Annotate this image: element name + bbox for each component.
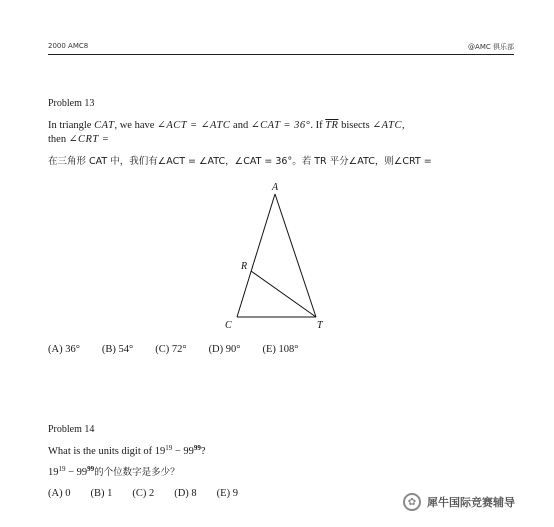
problem-14-chinese: [48, 466, 180, 479]
math-minus: −: [172, 446, 184, 457]
math-eq1: ∠ACT = ∠ATC: [157, 120, 231, 131]
text: , we have: [114, 120, 158, 131]
math-exp2: 99: [193, 444, 201, 452]
triangle-diagram: [220, 180, 340, 335]
math-exp1: 19: [58, 465, 66, 473]
choice-c: (C) 72°: [155, 344, 187, 355]
problem-13-title: Problem 13: [48, 98, 95, 109]
choice-d: (D) 8: [174, 488, 197, 499]
text: . If: [310, 120, 326, 131]
choice-a: (A) 0: [48, 488, 71, 499]
problem-14-choices: [48, 487, 258, 500]
math-tr: $\overline{TR}$: [325, 120, 339, 131]
choice-e: (E) 9: [216, 488, 238, 499]
math-cat: CAT: [94, 120, 115, 131]
choice-c: (C) 2: [132, 488, 155, 499]
text: What is the units digit of: [48, 446, 155, 457]
math-base1: 19: [154, 446, 166, 457]
label-t: T: [317, 320, 323, 331]
text: ?: [200, 446, 206, 457]
choice-a: (A) 36°: [48, 344, 80, 355]
label-c: C: [225, 320, 232, 331]
text: bisects: [338, 120, 373, 131]
choice-b: (B) 1: [90, 488, 113, 499]
problem-13-chinese: 在三角形 CAT 中，我们有∠ACT = ∠ATC，∠CAT = 36°。若 TR 平分∠ATC，则∠CRT =: [48, 156, 432, 167]
chinese-suffix: 的个位数字是多少？: [94, 467, 180, 478]
text: then: [48, 134, 69, 145]
watermark: [403, 490, 515, 514]
choice-e: (E) 108°: [262, 344, 299, 355]
problem-13-choices: [48, 343, 320, 356]
side-at: [275, 194, 316, 317]
header-left: 2000 AMC8: [48, 42, 89, 50]
choice-d: (D) 90°: [208, 344, 241, 355]
text: and: [230, 120, 251, 131]
side-ac: [237, 194, 275, 317]
problem-14-question: [48, 445, 206, 458]
label-r: R: [241, 261, 248, 272]
problem-13-line-2: [48, 133, 109, 146]
text: ,: [401, 120, 405, 131]
watermark-text: 犀牛国际竞赛辅导: [427, 496, 515, 509]
problem-13-line-1: [48, 119, 405, 132]
page-header: [48, 40, 514, 55]
math-base2: 99: [183, 446, 194, 457]
problem-14-title: Problem 14: [48, 424, 95, 435]
math-base1: 19: [48, 467, 59, 478]
math-minus: −: [65, 467, 77, 478]
math-exp2: 99: [87, 465, 95, 473]
math-base2: 99: [76, 467, 88, 478]
math-crt: ∠CRT =: [68, 134, 110, 145]
wechat-icon: ✿: [403, 493, 421, 511]
header-right: @AMC 俱乐部: [468, 43, 514, 51]
math-eq2: ∠CAT = 36°: [250, 120, 311, 131]
text: In triangle: [48, 120, 95, 131]
label-a: A: [272, 182, 279, 193]
bisector-tr: [251, 271, 316, 317]
choice-b: (B) 54°: [101, 344, 134, 355]
math-atc: ∠ATC: [372, 120, 402, 131]
math-exp1: 19: [165, 444, 173, 452]
